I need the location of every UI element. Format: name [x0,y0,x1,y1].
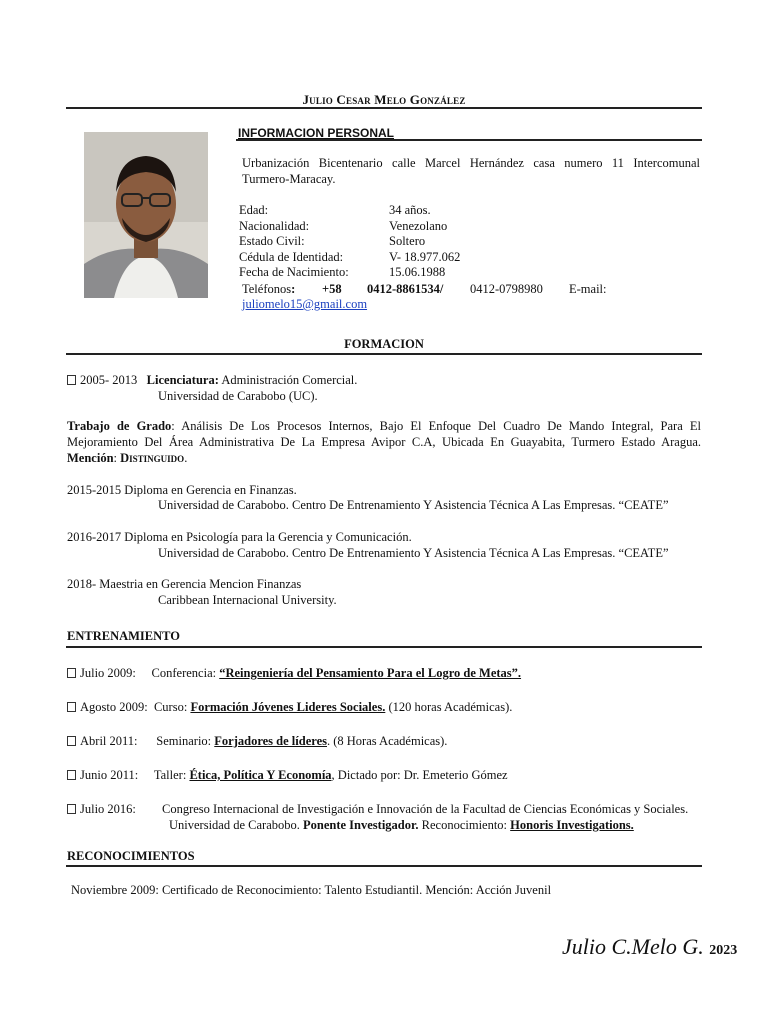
field-value-age: 34 años. [389,203,431,217]
entrenamiento-item-congreso-title: Congreso Internacional de Investigación e Innovación de la Facultad de Ciencias Económicas y Sociales. [162,802,689,816]
formacion-item-diploma-finanzas: 2015-2015 Diploma en Gerencia en Finanzas. [67,483,297,497]
field-label-age: Edad: [239,203,269,217]
signature: Julio C.Melo G. 2023 [562,934,738,959]
entrenamiento-item-curso: Agosto 2009: Curso: Formación Jóvenes Lideres Sociales. (120 horas Académicas). [67,699,512,715]
field-label-id: Cédula de Identidad: [239,250,344,264]
formacion-item-diploma-psicologia: 2016-2017 Diploma en Psicología para la Gerencia y Comunicación. [67,530,412,544]
personal-info-heading: INFORMACION PERSONAL [238,126,394,140]
formacion-item-maestria-school: Caribbean Internacional University. [158,593,337,607]
formacion-item-licenciatura-school: Universidad de Carabobo (UC). [158,389,318,403]
title-rule [66,107,702,109]
formacion-item-maestria: 2018- Maestria en Gerencia Mencion Finanzas [67,577,302,591]
document-title: Julio Cesar Melo González [302,92,466,107]
reconocimientos-item: Noviembre 2009: Certificado de Reconocimiento: Talento Estudiantil. Mención: Acción Juvenil [71,883,552,897]
checkbox-bullet-icon [67,770,76,780]
phone-secondary: 0412-0798980 [470,282,543,296]
reconocimientos-heading: RECONOCIMIENTOS [67,849,195,863]
formacion-item-diploma-psicologia-school: Universidad de Carabobo. Centro De Entrenamiento Y Asistencia Técnica A Las Empresas. “CEATE” [158,546,669,560]
thesis-paragraph: Trabajo de Grado: Análisis De Los Procesos Internos, Bajo El Enfoque Del Cuadro De Mando Integral, Para El Mejoramiento Del Área Administrativa De La Empresa Avipor C.A, Ubicada En Guayabita, Turmero Estado Aragua. Mención: Distinguido. [67,419,701,465]
checkbox-bullet-icon [67,702,76,712]
profile-photo [84,132,208,298]
field-value-id: V- 18.977.062 [389,250,461,264]
checkbox-bullet-icon [67,804,76,814]
field-value-nationality: Venezolano [389,219,448,233]
formacion-item-diploma-finanzas-school: Universidad de Carabobo. Centro De Entrenamiento Y Asistencia Técnica A Las Empresas. “CEATE” [158,498,669,512]
phones-label: Teléfonos: [242,282,296,296]
entrenamiento-item-seminario: Abril 2011: Seminario: Forjadores de líderes. (8 Horas Académicas). [67,733,447,749]
formacion-item-licenciatura: 2005- 2013 Licenciatura: Administración Comercial. [67,372,357,388]
checkbox-bullet-icon [67,736,76,746]
checkbox-bullet-icon [67,375,76,385]
entrenamiento-item-conferencia: Julio 2009: Conferencia: “Reingeniería del Pensamiento Para el Logro de Metas”. [67,665,521,681]
entrenamiento-rule [66,646,702,648]
entrenamiento-heading: ENTRENAMIENTO [67,629,180,643]
reconocimientos-rule [66,865,702,867]
field-value-birthdate: 15.06.1988 [389,265,446,279]
phone-prefix: +58 [322,282,342,296]
formacion-rule [66,353,702,355]
field-value-civil-status: Soltero [389,234,426,248]
field-label-nationality: Nacionalidad: [239,219,310,233]
personal-info-rule [236,139,702,141]
email-link[interactable]: juliomelo15@gmail.com [242,297,368,311]
phone-primary: 0412-8861534/ [367,282,444,296]
checkbox-bullet-icon [67,668,76,678]
address: Urbanización Bicentenario calle Marcel Hernández casa numero 11 Intercomunal Turmero-Maracay. [242,156,700,186]
entrenamiento-item-congreso: Julio 2016: [67,801,136,817]
entrenamiento-item-congreso-detail: Universidad de Carabobo. Ponente Investigador. Reconocimiento: Honoris Investigations. [169,818,634,832]
entrenamiento-item-taller: Junio 2011: Taller: Ética, Política Y Economía, Dictado por: Dr. Emeterio Gómez [67,767,508,783]
field-label-civil-status: Estado Civil: [239,234,305,248]
formacion-heading: FORMACION [344,337,424,351]
field-label-birthdate: Fecha de Nacimiento: [239,265,349,279]
email-label: E-mail: [569,282,607,296]
